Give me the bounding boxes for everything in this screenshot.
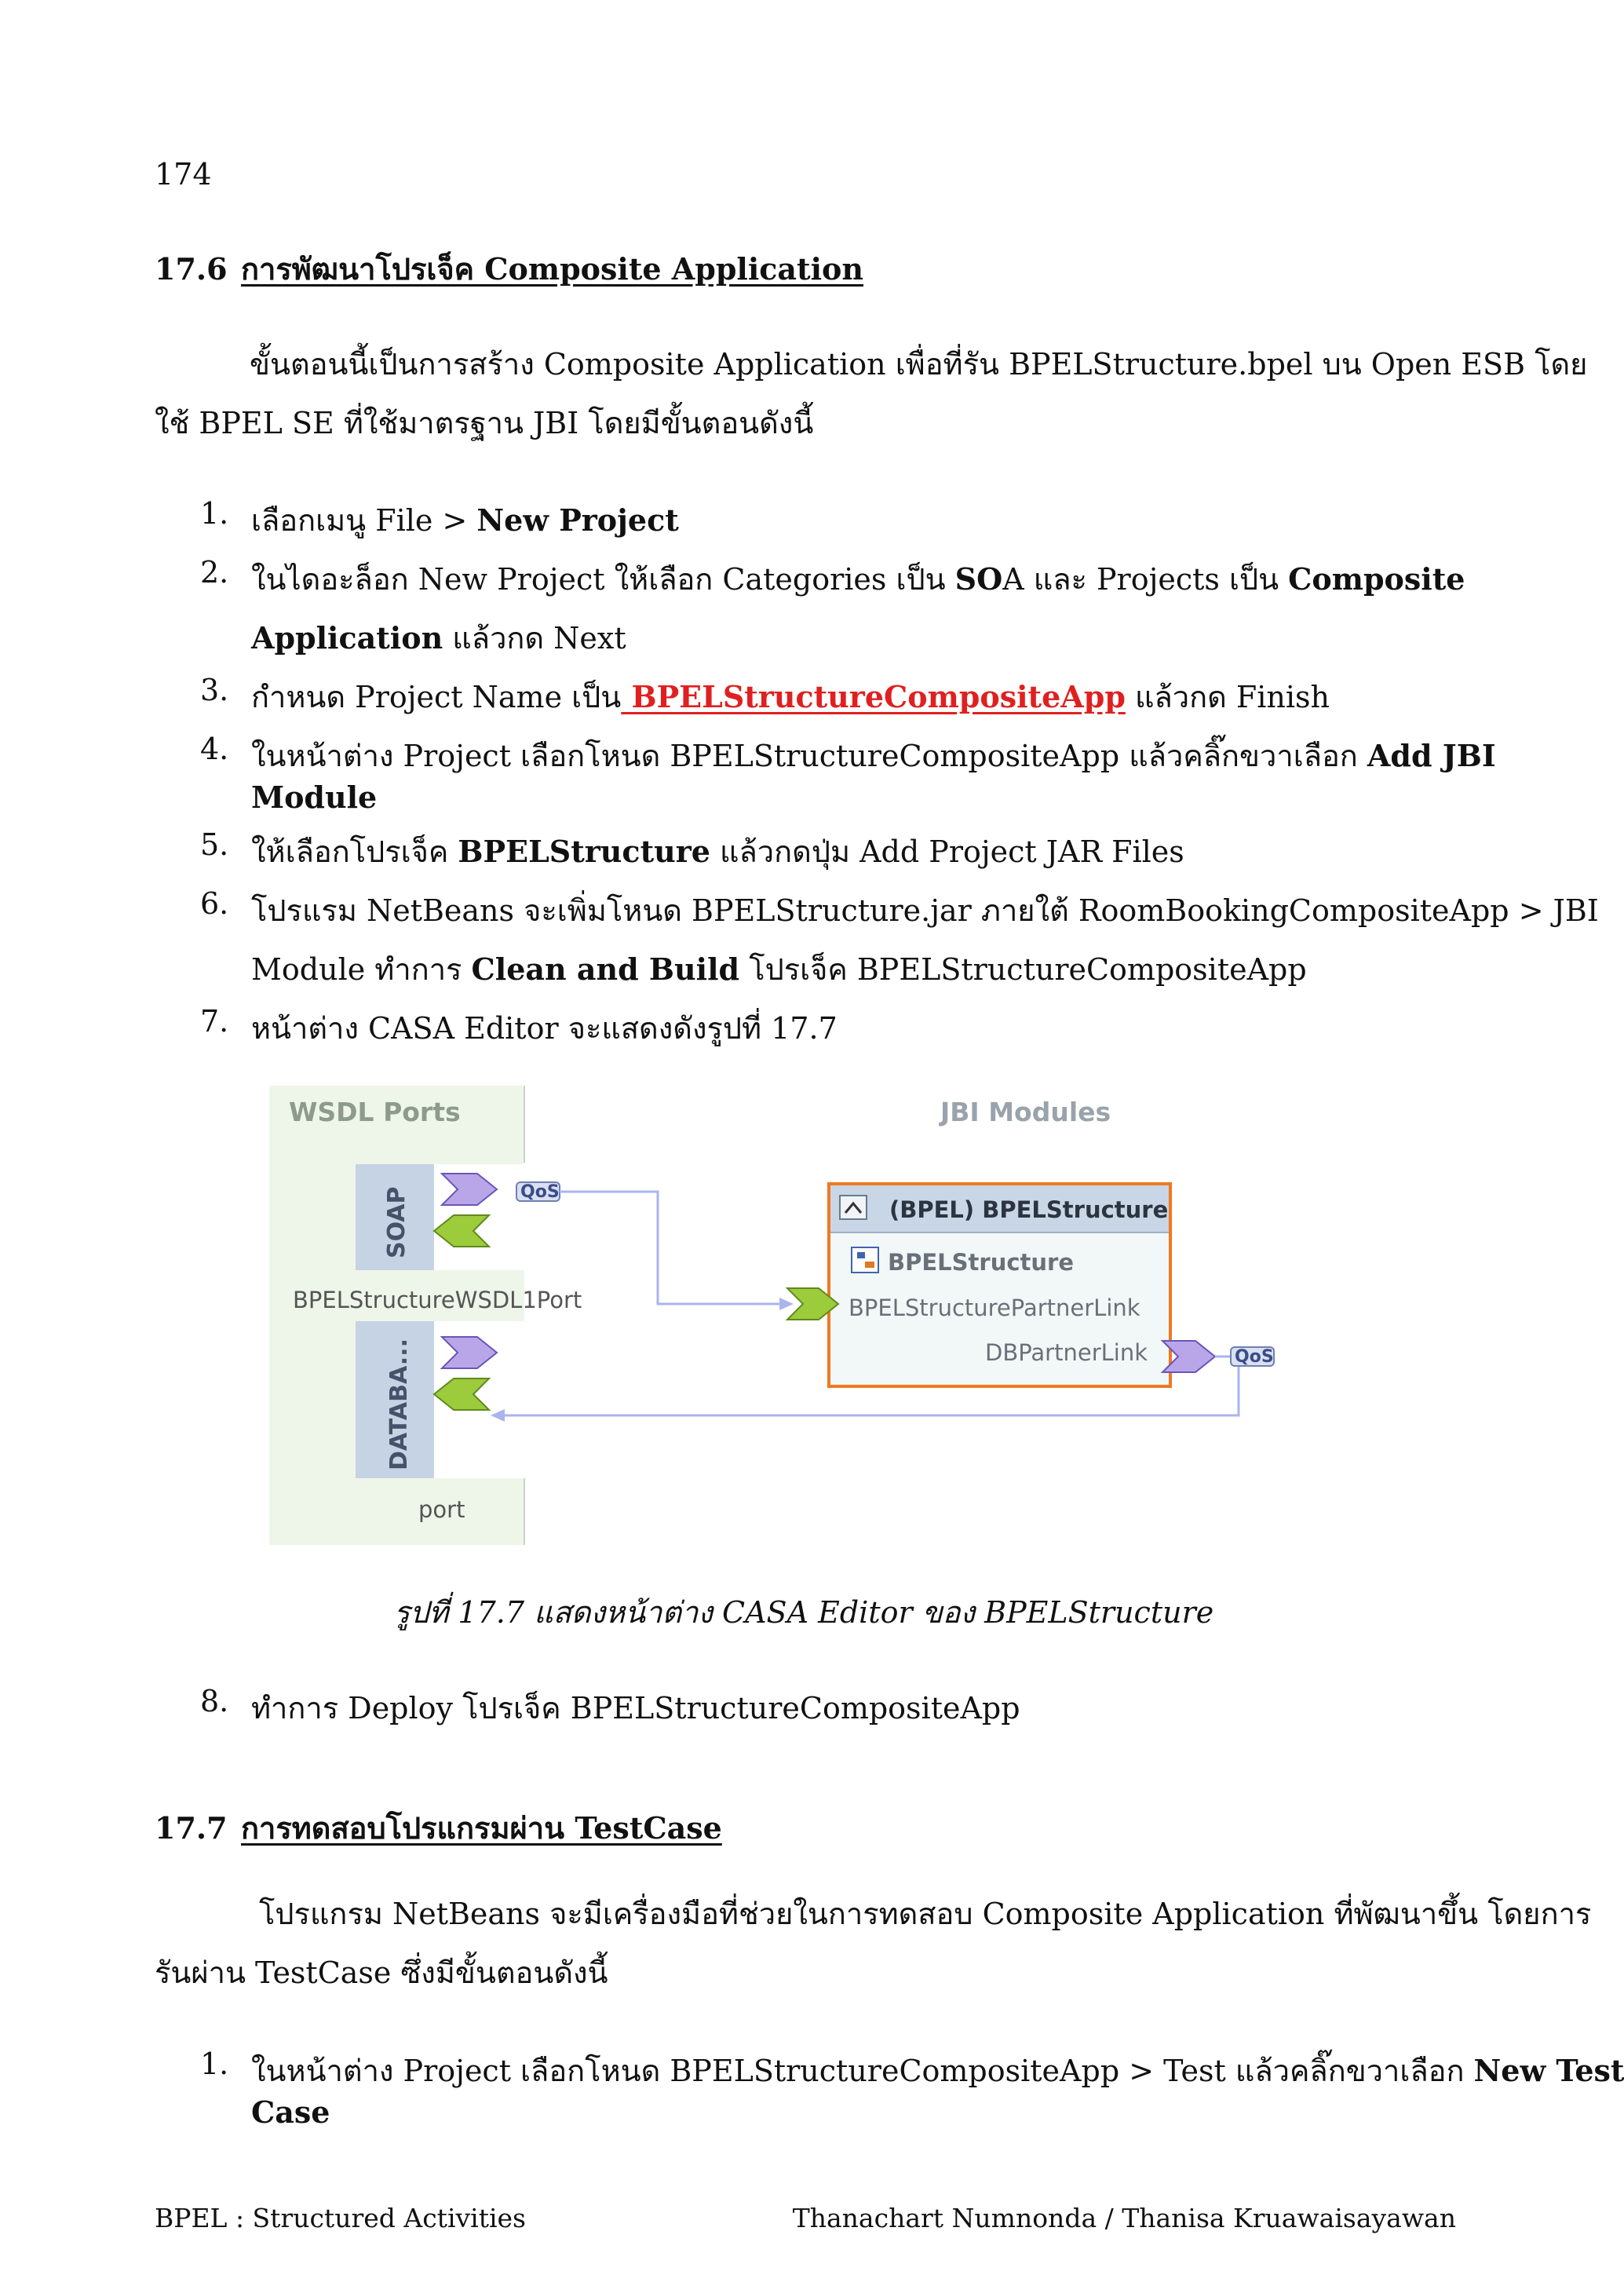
bpel-process-icon-part bbox=[857, 1252, 865, 1258]
page-number: 174 bbox=[155, 157, 212, 192]
footer-left: BPEL : Structured Activities bbox=[155, 2203, 526, 2233]
connection-line[interactable] bbox=[560, 1192, 779, 1304]
list-item-3 bbox=[251, 673, 1330, 721]
connection-arrowhead bbox=[779, 1298, 794, 1310]
intro-paragraph-line-1: โปรแกรม NetBeans จะมีเครื่องมือที่ช่วยในการทดสอบ Composite Application ที่พัฒนาขึ้น โดยการ bbox=[259, 1897, 1592, 1931]
bpel-process-icon-part bbox=[865, 1262, 874, 1268]
list-item-bold: Clean and Build bbox=[471, 951, 740, 987]
list-item-text: ในไดอะล็อก New Project ให้เลือก Categories เป็น bbox=[251, 562, 955, 597]
list-item-2-continued bbox=[251, 614, 626, 662]
project-name-highlight: BPELStructureCompositeApp bbox=[621, 679, 1126, 714]
section-heading-17-6 bbox=[155, 245, 863, 293]
list-number: 4. bbox=[200, 732, 229, 766]
partner-link-label: BPELStructurePartnerLink bbox=[848, 1295, 1140, 1321]
list-item-5 bbox=[251, 827, 1184, 875]
casa-editor-diagram bbox=[269, 1086, 1290, 1545]
list-item-bold: New Project bbox=[476, 502, 679, 538]
list-item-text: ในหน้าต่าง Project เลือกโหนด BPELStructureCompositeApp > Test แล้วคลิ๊กขวาเลือก bbox=[251, 2054, 1474, 2088]
list-item-2 bbox=[251, 555, 1465, 603]
list-number: 6. bbox=[200, 886, 229, 921]
list-item-1-continued bbox=[251, 2094, 330, 2130]
list-item-text: ทำการ Deploy โปรเจ็ค BPELStructureCompositeApp bbox=[251, 1691, 1020, 1725]
port-name-label: port bbox=[418, 1496, 465, 1523]
list-item-bold: Case bbox=[251, 2094, 330, 2130]
casa-editor-figure bbox=[269, 1086, 1290, 1545]
list-item-bold: Composite bbox=[1288, 561, 1465, 597]
list-item-text: กำหนด Project Name เป็น bbox=[251, 680, 622, 714]
list-item-bold: New Test bbox=[1473, 2053, 1624, 2088]
list-item-text: โปรแรม NetBeans จะเพิ่มโหนด BPELStructure.jar ภายใต้ RoomBookingCompositeApp > JBI bbox=[251, 893, 1599, 928]
wsdl-ports-title: WSDL Ports bbox=[289, 1097, 461, 1127]
list-item-text: ในหน้าต่าง Project เลือกโหนด BPELStructureCompositeApp แล้วคลิ๊กขวาเลือก bbox=[251, 739, 1367, 773]
list-item-bold: SO bbox=[954, 561, 1003, 597]
list-item-text: แล้วกดปุ่ม Add Project JAR Files bbox=[710, 834, 1184, 869]
list-item-text: แล้วกด Next bbox=[443, 621, 626, 655]
list-item-text: หน้าต่าง CASA Editor จะแสดงดังรูปที่ 17.7 bbox=[251, 1011, 838, 1046]
list-item-text: ให้เลือกโปรเจ็ค bbox=[251, 834, 458, 869]
list-item-text: เลือกเมนู File > bbox=[251, 503, 477, 538]
footer-right: Thanachart Numnonda / Thanisa Kruawaisayawan bbox=[792, 2203, 1456, 2233]
list-item-bold: Module bbox=[251, 780, 378, 815]
list-item-4 bbox=[251, 732, 1496, 780]
list-number: 3. bbox=[200, 673, 229, 707]
list-item-text: แล้วกด Finish bbox=[1125, 680, 1330, 714]
list-item-1 bbox=[251, 496, 679, 544]
list-number: 1. bbox=[200, 2047, 229, 2081]
list-item-text: โปรเจ็ค BPELStructureCompositeApp bbox=[739, 952, 1307, 987]
list-item-6 bbox=[251, 886, 1599, 934]
list-number: 7. bbox=[200, 1004, 229, 1039]
port-name-label: BPELStructureWSDL1Port bbox=[293, 1287, 582, 1313]
qos-label: QoS bbox=[520, 1182, 560, 1202]
figure-caption: รูปที่ 17.7 แสดงหน้าต่าง CASA Editor ของ BPELStructure bbox=[393, 1595, 1214, 1630]
list-item-bold: BPELStructure bbox=[458, 834, 710, 869]
database-label: DATABA... bbox=[385, 1338, 413, 1470]
section-title: การพัฒนาโปรเจ็ค Composite Application bbox=[241, 251, 864, 287]
list-number: 5. bbox=[200, 827, 229, 862]
partner-link-label: DBPartnerLink bbox=[985, 1339, 1148, 1366]
list-number: 8. bbox=[200, 1684, 229, 1718]
section-heading-17-7 bbox=[155, 1804, 722, 1852]
list-item-4-continued bbox=[251, 780, 377, 815]
intro-paragraph-line-1: ขั้นตอนนี้เป็นการสร้าง Composite Application เพื่อที่รัน BPELStructure.bpel บน Open ESB โดย bbox=[250, 347, 1588, 382]
list-item-bold: Application bbox=[251, 620, 443, 655]
list-item-6-continued bbox=[251, 945, 1307, 993]
list-number: 1. bbox=[200, 496, 229, 531]
intro-paragraph-line-2: รันผ่าน TestCase ซึ่งมีขั้นตอนดังนี้ bbox=[155, 1955, 608, 1990]
module-title: (BPEL) BPELStructure bbox=[889, 1196, 1169, 1223]
section-number: 17.7 bbox=[155, 1810, 228, 1846]
jbi-modules-title: JBI Modules bbox=[940, 1097, 1111, 1127]
list-item-bold: Add JBI bbox=[1367, 738, 1496, 773]
list-item-7 bbox=[251, 1004, 838, 1052]
section-number: 17.6 bbox=[155, 251, 228, 287]
bpel-process-icon bbox=[852, 1247, 878, 1273]
list-item-text: Module ทำการ bbox=[251, 952, 472, 987]
module-item-label: BPELStructure bbox=[888, 1249, 1075, 1276]
intro-paragraph-line-2: ใช้ BPEL SE ที่ใช้มาตรฐาน JBI โดยมีขั้นตอนดังนี้ bbox=[155, 406, 814, 440]
section-title: การทดสอบโปรแกรมผ่าน TestCase bbox=[241, 1810, 722, 1846]
list-item-1 bbox=[251, 2047, 1624, 2094]
list-number: 2. bbox=[200, 555, 229, 590]
list-item-8 bbox=[251, 1684, 1020, 1732]
collapse-icon[interactable] bbox=[840, 1196, 867, 1219]
qos-label: QoS bbox=[1235, 1347, 1274, 1367]
list-item-text: A และ Projects เป็น bbox=[1002, 562, 1289, 597]
soap-label: SOAP bbox=[383, 1186, 411, 1258]
